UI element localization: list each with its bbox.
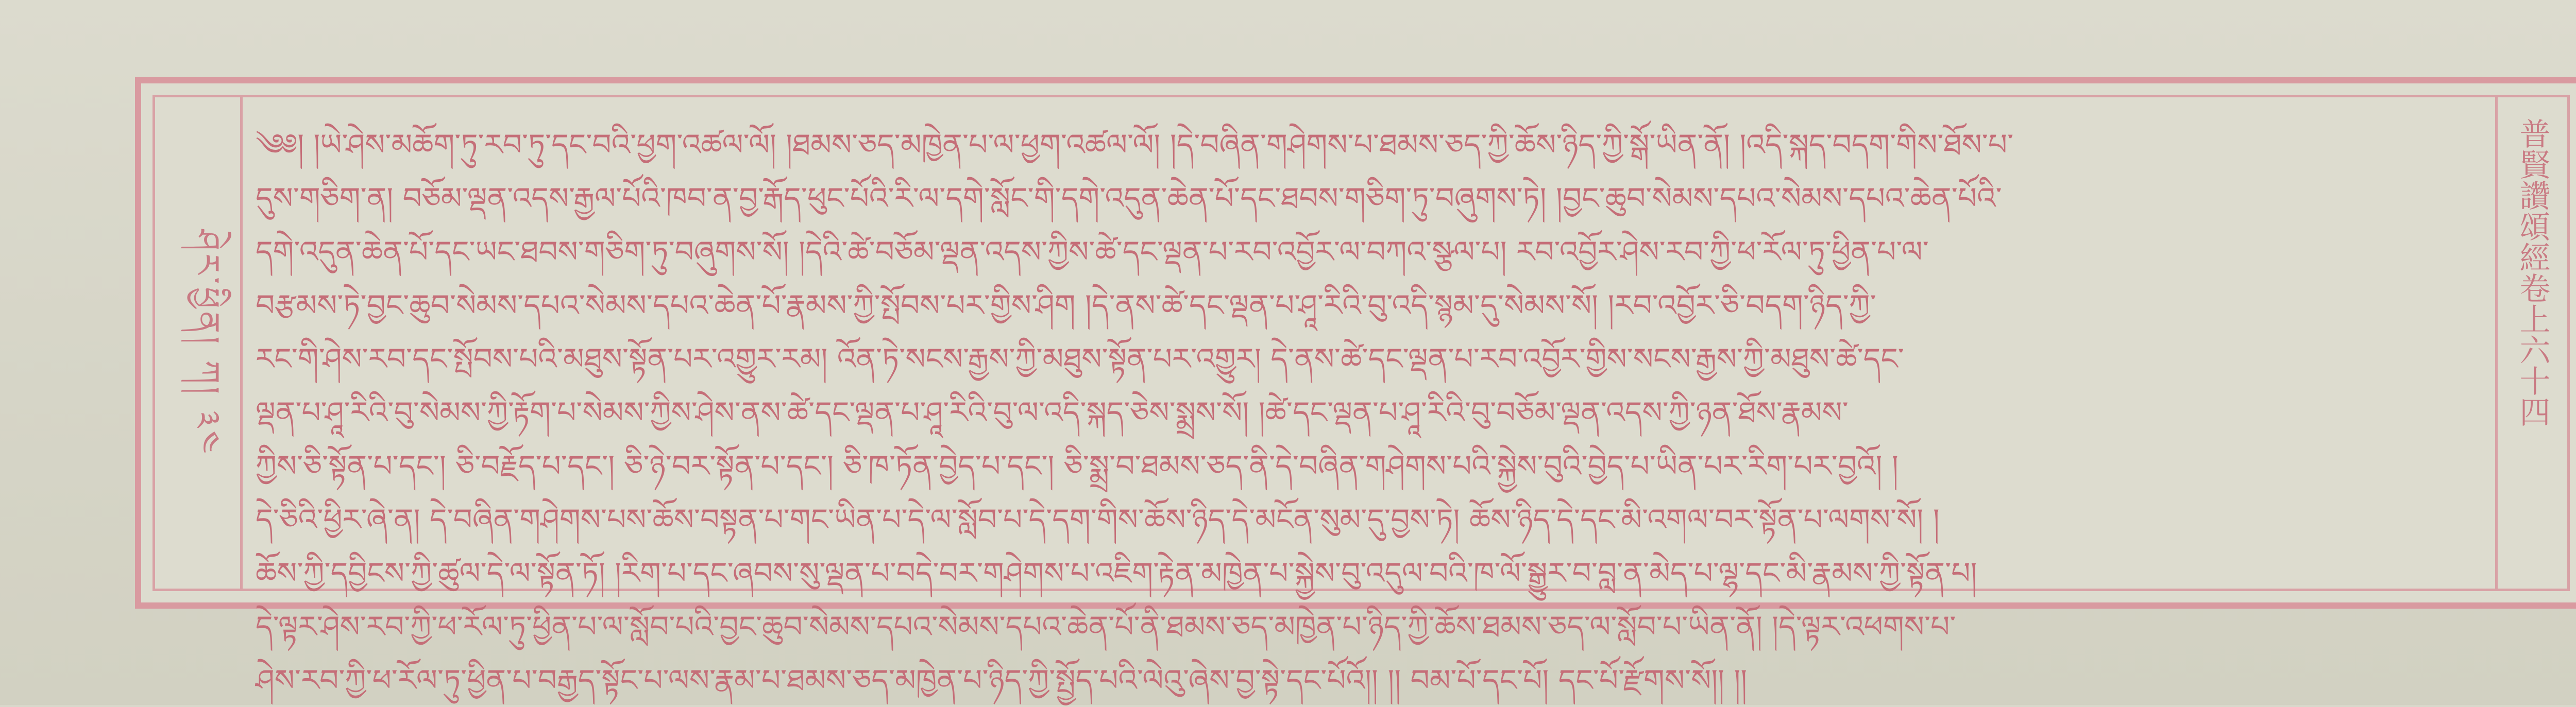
outer-border-frame xyxy=(135,77,2576,698)
left-margin-panel xyxy=(155,97,243,589)
inner-border-frame xyxy=(152,95,2570,698)
right-margin-label: 普賢讚頌經卷上六十四 xyxy=(2514,118,2551,427)
text-line: བརྩམས་ཏེ་བྱང་ཆུབ་སེམས་དཔའ་སེམས་དཔའ་ཆེན་པོ་རྣམས་ཀྱི་སྤོབས་པར་གྱིས་ཤིག །དེ་ནས་ཚེ་དང་ལྡན་པ་ཤཱ་རིའི་བུ་འདི་སྙམ་དུ་སེམས་སོ། །རབ་འབྱོར་ཅི་བདག་ཉིད་ཀྱི་ xyxy=(256,288,1876,323)
text-line: དགེ་འདུན་ཆེན་པོ་དང་ཡང་ཐབས་གཅིག་ཏུ་བཞུགས་སོ། །དེའི་ཚེ་བཅོམ་ལྡན་འདས་ཀྱིས་ཚེ་དང་ལྡན་པ་རབ་འབྱོར་ལ་བཀའ་སྩལ་པ། རབ་འབྱོར་ཤེས་རབ་ཀྱི་ཕ་རོལ་ཏུ་ཕྱིན་པ་ལ་ xyxy=(256,234,1929,269)
text-line: ཀྱིས་ཅི་སྟོན་པ་དང་། ཅི་བརྗོད་པ་དང་། ཅི་ཉེ་བར་སྟོན་པ་དང་། ཅི་ཁ་ཏོན་བྱེད་པ་དང་། ཅི་སྨྲ་བ་ཐམས་ཅད་ནི་དེ་བཞིན་གཤེགས་པའི་སྐྱེས་བུའི་བྱེད་པ་ཡིན་པར་རིག་པར་བྱའོ། ། xyxy=(256,449,1899,484)
text-line: ཤེས་རབ་ཀྱི་ཕ་རོལ་ཏུ་ཕྱིན་པ་བརྒྱད་སྟོང་པ་ལས་རྣམ་པ་ཐམས་ཅད་མཁྱེན་པ་ཉིད་ཀྱི་སྤྱོད་པའི་ལེའུ་ཞེས་བྱ་སྟེ་དང་པོའོ།། །། བམ་པོ་དང་པོ། དང་པོ་རྫོགས་སོ།། །། xyxy=(256,663,1748,698)
text-line: ལྡན་པ་ཤཱ་རིའི་བུ་སེམས་ཀྱི་རྟོག་པ་སེམས་ཀྱིས་ཤེས་ནས་ཚེ་དང་ལྡན་པ་ཤཱ་རིའི་བུ་ལ་འདི་སྐད་ཅེས་སྨྲས་སོ། །ཚེ་དང་ལྡན་པ་ཤཱ་རིའི་བུ་བཅོམ་ལྡན་འདས་ཀྱི་ཉན་ཐོས་རྣམས་ xyxy=(256,395,1849,430)
text-line: རང་གི་ཤེས་རབ་དང་སྤོབས་པའི་མཐུས་སྟོན་པར་འགྱུར་རམ། འོན་ཏེ་སངས་རྒྱས་ཀྱི་མཐུས་སྟོན་པར་འགྱུར། དེ་ནས་ཚེ་དང་ལྡན་པ་རབ་འབྱོར་གྱིས་སངས་རྒྱས་ཀྱི་མཐུས་ཚེ་དང་ xyxy=(256,341,1904,376)
main-text-block xyxy=(256,118,2482,698)
right-margin-panel xyxy=(2495,97,2567,589)
text-line: ༄༅། །ཡེ་ཤེས་མཆོག་ཏུ་རབ་ཏུ་དང་བའི་ཕྱག་འཚལ་ལོ། །ཐམས་ཅད་མཁྱེན་པ་ལ་ཕྱག་འཚལ་ལོ། །དེ་བཞིན་གཤེགས་པ་ཐམས་ཅད་ཀྱི་ཆོས་ཉིད་ཀྱི་སྒོ་ཡིན་ནོ། །འདི་སྐད་བདག་གིས་ཐོས་པ་ xyxy=(256,127,2014,162)
text-line: དེ་ལྟར་ཤེས་རབ་ཀྱི་ཕ་རོལ་ཏུ་ཕྱིན་པ་ལ་སློབ་པའི་བྱང་ཆུབ་སེམས་དཔའ་སེམས་དཔའ་ཆེན་པོ་ནི་ཐམས་ཅད་མཁྱེན་པ་ཉིད་ཀྱི་ཆོས་ཐམས་ཅད་ལ་སློབ་པ་ཡིན་ནོ། །དེ་ལྟར་འཕགས་པ་ xyxy=(256,609,1956,644)
text-line: དེ་ཅིའི་ཕྱིར་ཞེ་ན། དེ་བཞིན་གཤེགས་པས་ཆོས་བསྟན་པ་གང་ཡིན་པ་དེ་ལ་སློབ་པ་དེ་དག་གིས་ཆོས་ཉིད་དེ་མངོན་སུམ་དུ་བྱས་ཏེ། ཆོས་ཉིད་དེ་དང་མི་འགལ་བར་སྟོན་པ་ལགས་སོ། ། xyxy=(256,502,1940,537)
text-line: དུས་གཅིག་ན། བཅོམ་ལྡན་འདས་རྒྱལ་པོའི་ཁབ་ན་བྱ་རྒོད་ཕུང་པོའི་རི་ལ་དགེ་སློང་གི་དགེ་འདུན་ཆེན་པོ་དང་ཐབས་གཅིག་ཏུ་བཞུགས་ཏེ། །བྱང་ཆུབ་སེམས་དཔའ་སེམས་དཔའ་ཆེན་པོའི་ xyxy=(256,181,2002,216)
left-margin-label: ཤེར་ཕྱིན། ཀ། ༣༤ xyxy=(188,229,226,457)
text-line: ཆོས་ཀྱི་དབྱིངས་ཀྱི་ཚུལ་དེ་ལ་སྟོན་ཏོ། །རིག་པ་དང་ཞབས་སུ་ལྡན་པ་བདེ་བར་གཤེགས་པ་འཇིག་རྟེན་མཁྱེན་པ་སྐྱེས་བུ་འདུལ་བའི་ཁ་ལོ་སྒྱུར་བ་བླ་ན་མེད་པ་ལྷ་དང་མི་རྣམས་ཀྱི་སྟོན་པ། xyxy=(256,556,1977,591)
